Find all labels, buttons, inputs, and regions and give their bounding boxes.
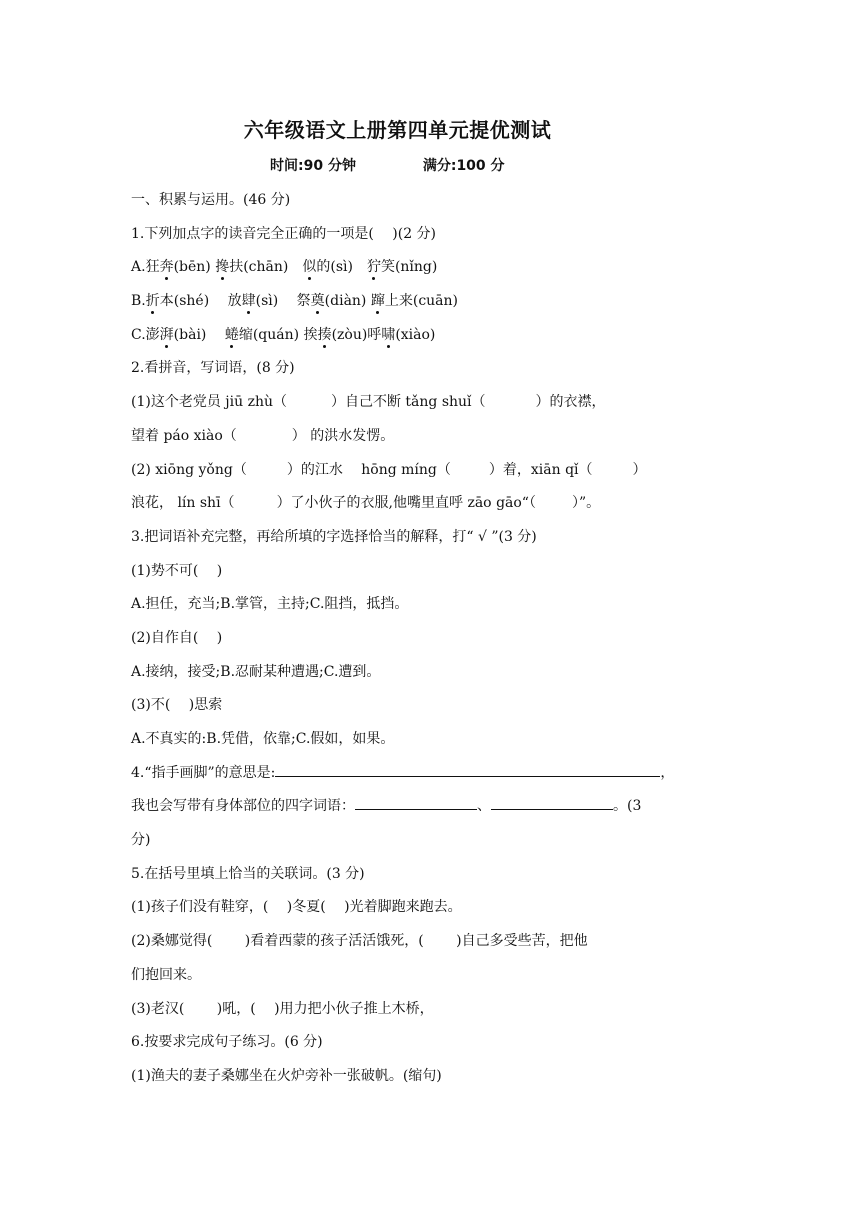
question-3: 3.把词语补充完整，再给所填的字选择恰当的解释，打“ √ ”(3 分) — [131, 528, 537, 545]
full-score: 满分:100 分 — [422, 158, 505, 174]
dotted-char: 似 — [302, 259, 317, 276]
exam-info — [270, 155, 505, 175]
dotted-char: 蜷 — [224, 326, 239, 343]
dotted-char: 蹿 — [370, 293, 385, 310]
question-6-1: (1)渔夫的妻子桑娜坐在火炉旁补一张破帆。(缩句) — [131, 1067, 442, 1084]
dotted-char: 揍 — [317, 326, 332, 343]
question-3-2: (2)自作自( ) — [131, 629, 223, 646]
dotted-char: 搀 — [215, 259, 230, 276]
question-6: 6.按要求完成句子练习。(6 分) — [131, 1034, 323, 1051]
question-3-3-options: A.不真实的:B.凭借，依靠;C.假如，如果。 — [131, 731, 395, 747]
question-2-line-1: (1)这个老党员 jiū zhù（ ）自己不断 tǎng shuǐ（ ）的衣襟， — [131, 394, 606, 411]
time-limit: 时间:90 分钟 — [270, 158, 356, 174]
question-5-2-cont: 们抱回来。 — [131, 966, 201, 983]
question-1-option-b: B.折本(shé) 放肆(sì) 祭奠(diàn) 蹿上来(cuān) — [131, 293, 459, 310]
question-5-2: (2)桑娜觉得( )看着西蒙的孩子活活饿死，( )自己多受些苦，把他 — [131, 933, 588, 950]
dotted-char: 奔 — [159, 259, 174, 276]
dotted-char: 啸 — [381, 326, 396, 343]
question-3-1-options: A.担任，充当;B.掌管，主持;C.阻挡，抵挡。 — [131, 596, 409, 613]
dotted-char: 肆 — [241, 293, 256, 310]
dotted-char: 折 — [145, 293, 160, 310]
question-3-2-options: A.接纳，接受;B.忍耐某种遭遇;C.遭到。 — [131, 663, 381, 680]
question-4-line-3: 分) — [131, 832, 151, 849]
question-2-line-3: (2) xiōng yǒng（ ）的江水 hōng míng（ ）着，xiān qǐ（ ） — [131, 461, 647, 478]
question-1: 1.下列加点字的读音完全正确的一项是( )(2 分) — [131, 225, 437, 242]
question-2: 2.看拼音，写词语，(8 分) — [131, 360, 295, 377]
answer-blank[interactable] — [275, 760, 660, 777]
question-4-line-2: 我也会写带有身体部位的四字词语： 、 。(3 — [131, 792, 741, 826]
question-5-1: (1)孩子们没有鞋穿，( )冬夏( )光着脚跑来跑去。 — [131, 899, 462, 916]
question-2-line-2: 望着 páo xiào（ ） 的洪水发愣。 — [131, 427, 395, 444]
question-1-option-c: C.澎湃(bài) 蜷缩(quán) 挨揍(zòu)呼啸(xiào) — [131, 326, 436, 343]
question-1-option-a: A.狂奔(bēn) 搀扶(chān) 似的(sì) 狞笑(nǐng) — [131, 259, 438, 276]
question-4: 4.“指手画脚”的意思是: ， — [131, 759, 741, 793]
exam-body — [131, 186, 741, 1096]
dotted-char: 湃 — [159, 326, 174, 343]
question-5: 5.在括号里填上恰当的关联词。(3 分) — [131, 865, 365, 882]
section-heading: 一、积累与运用。(46 分) — [131, 192, 291, 208]
dotted-char: 奠 — [310, 293, 325, 310]
question-3-1: (1)势不可( ) — [131, 562, 223, 579]
question-3-3: (3)不( )思索 — [131, 697, 223, 714]
dotted-char: 狞 — [366, 259, 381, 276]
answer-blank[interactable] — [355, 793, 477, 810]
question-5-3: (3)老汉( )吼，( )用力把小伙子推上木桥， — [131, 1000, 434, 1017]
answer-blank[interactable] — [491, 793, 613, 810]
question-2-line-4: 浪花， lín shī（ ）了小伙子的衣服,他嘴里直呼 zāo gāo“（ ）”。 — [131, 495, 601, 512]
page-title: 六年级语文上册第四单元提优测试 — [243, 118, 552, 142]
